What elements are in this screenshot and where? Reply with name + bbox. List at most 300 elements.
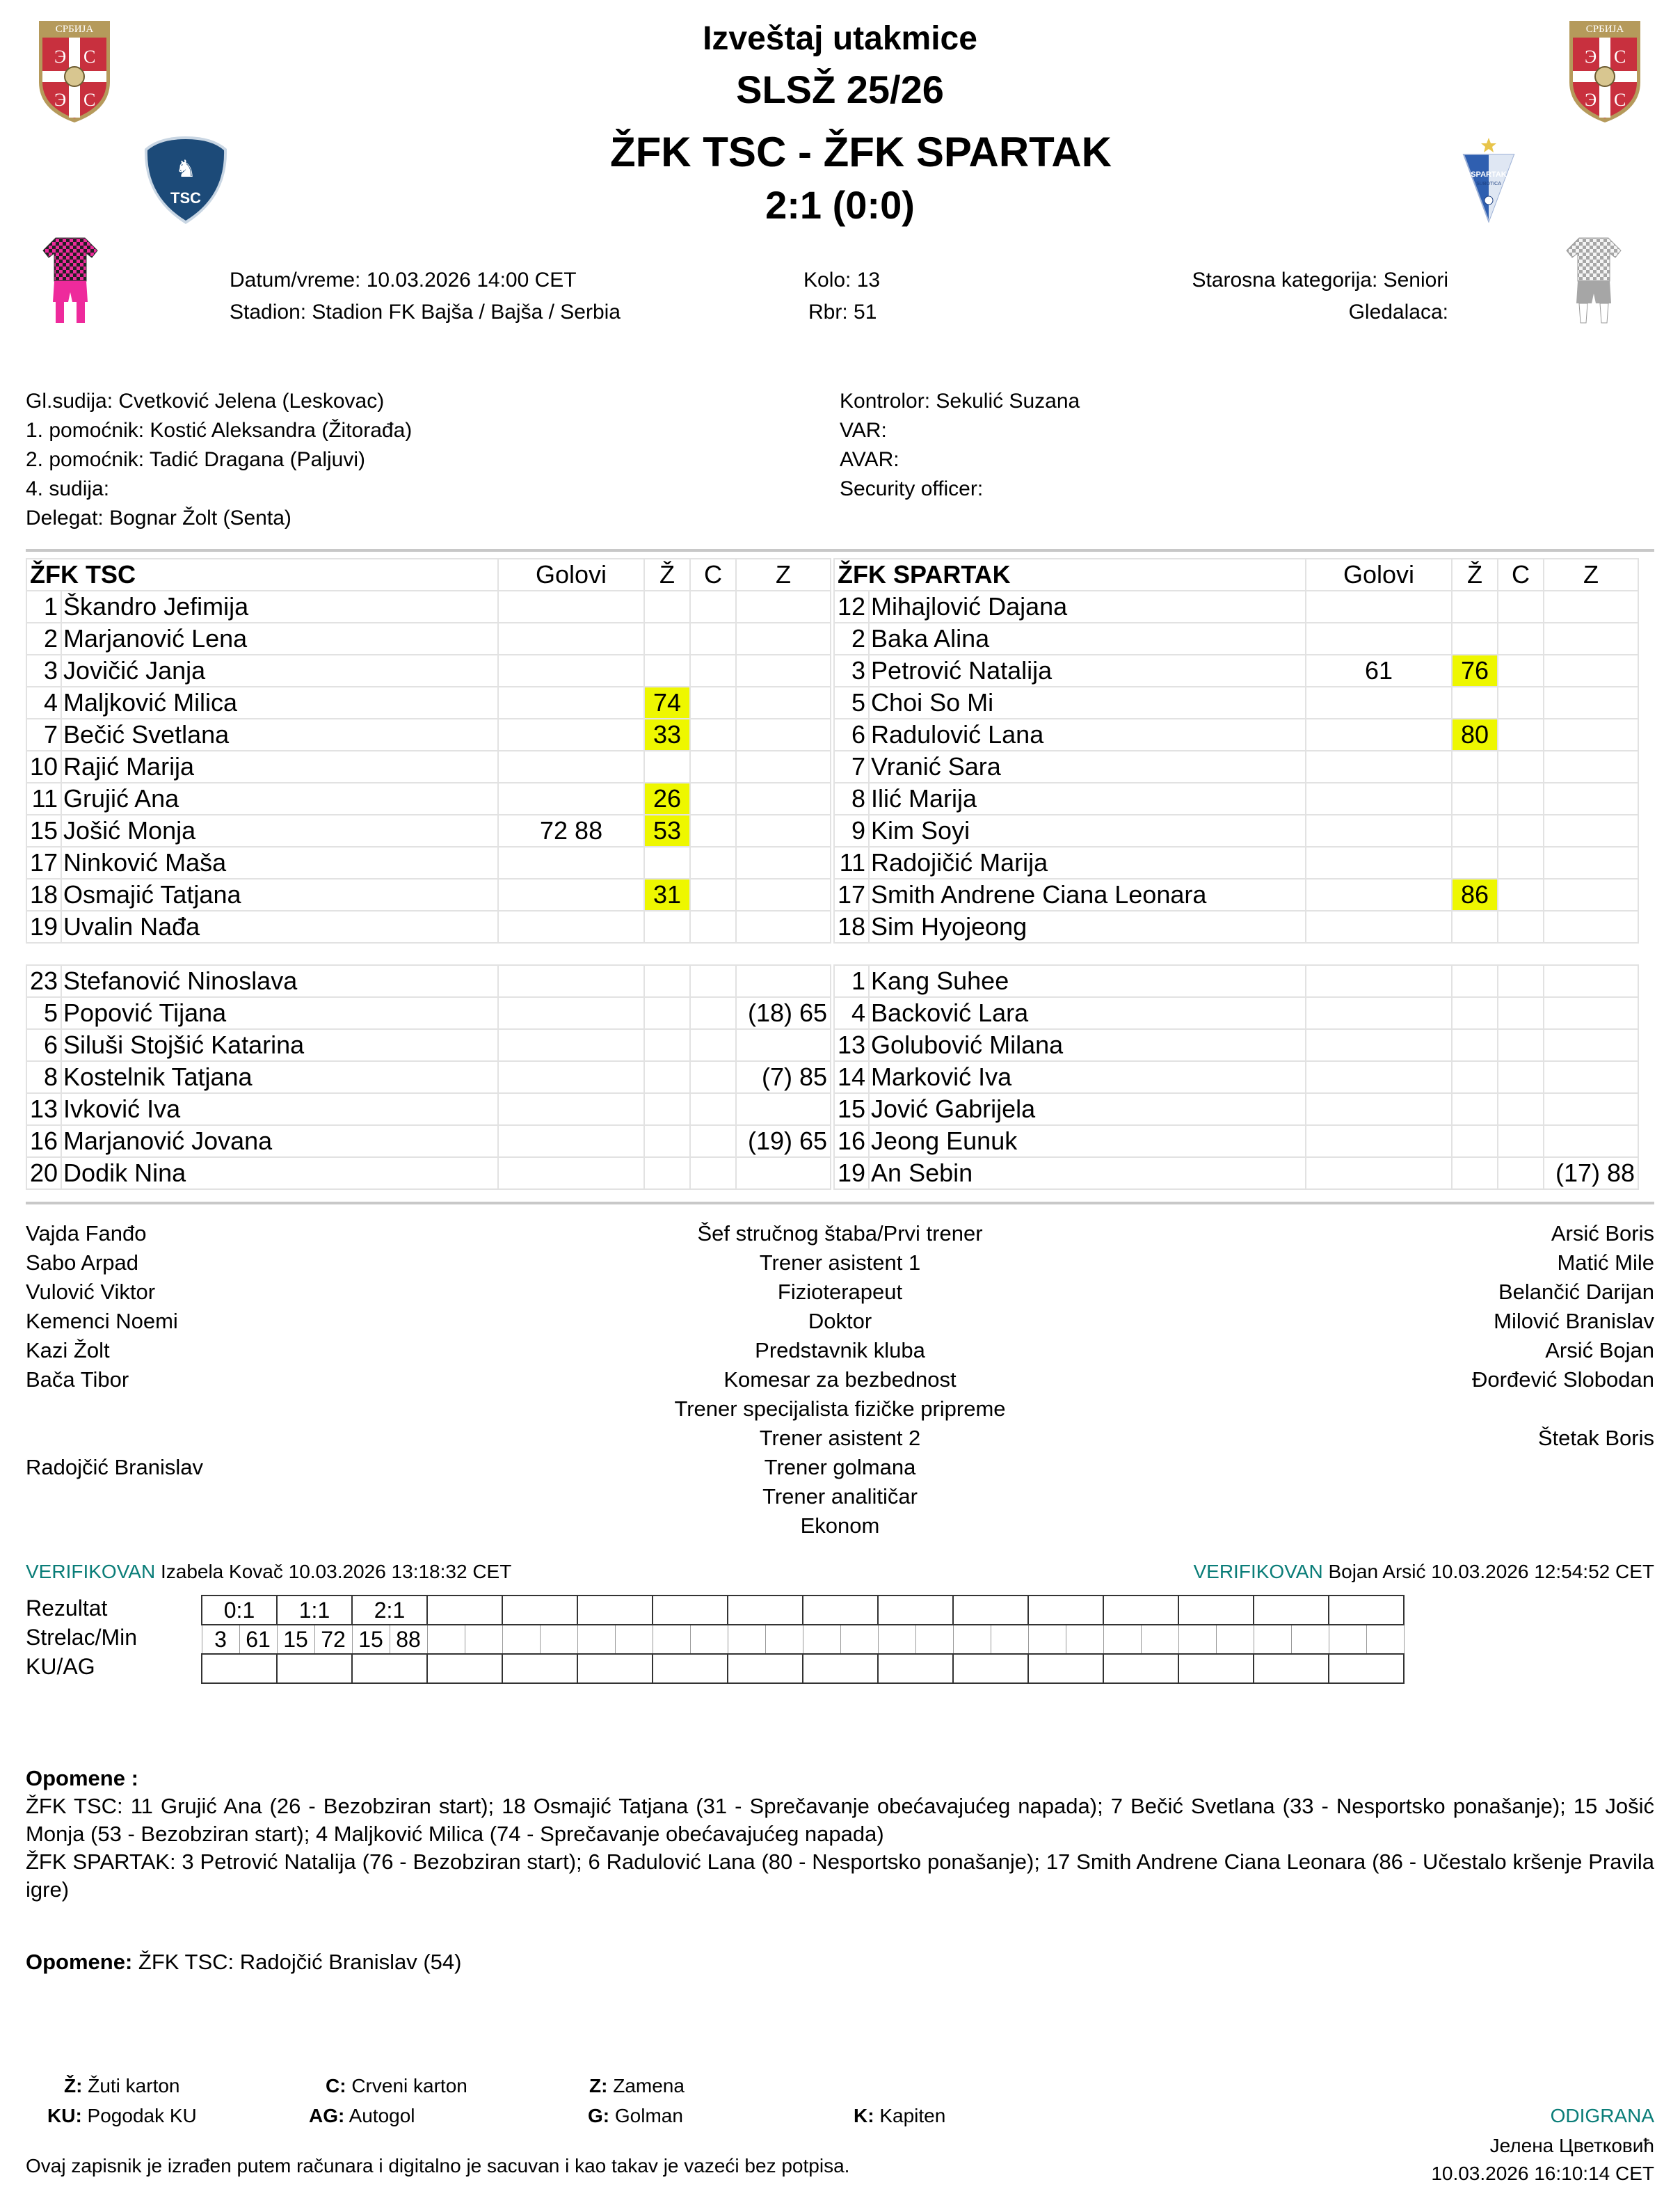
player-substitution [736, 879, 831, 911]
player-name: Dodik Nina [61, 1157, 498, 1189]
goal-result [878, 1596, 953, 1625]
goal-scorer-number [653, 1625, 690, 1654]
competition-title: SLSŽ 25/26 [736, 67, 944, 111]
player-number: 17 [26, 847, 61, 879]
player-yellow-card [644, 783, 690, 815]
player-yellow-card [644, 719, 690, 751]
player-substitution [736, 623, 831, 655]
player-number: 2 [26, 623, 61, 655]
signed-at: 10.03.2026 16:10:14 CET [1431, 2163, 1654, 2184]
player-substitution [1544, 1093, 1638, 1125]
player-yellow-card [1452, 1125, 1498, 1157]
player-name: Popović Tijana [61, 997, 498, 1029]
label-ku-ag: KU/AG [26, 1654, 95, 1679]
player-goals [1306, 783, 1452, 815]
away-staff-member [1237, 1511, 1654, 1541]
player-row [26, 815, 831, 847]
svg-text:СРБИЈА: СРБИЈА [55, 24, 94, 35]
goal-scorer-number [1028, 1625, 1066, 1654]
officials-right [840, 387, 1080, 504]
player-goals [1306, 847, 1452, 879]
yellow-card-minute: 53 [645, 815, 689, 846]
goal-ku-ag [1028, 1654, 1103, 1683]
player-row [834, 687, 1638, 719]
player-row [834, 655, 1638, 687]
player-substitution [1544, 1061, 1638, 1093]
match-score: 2:1 (0:0) [765, 183, 915, 227]
goal-ku-ag [653, 1654, 728, 1683]
staff-role: Komesar za bezbednost [723, 1367, 957, 1392]
goal-result: 1:1 [277, 1596, 352, 1625]
away-staff-member: Arsić Boris [1551, 1221, 1654, 1246]
goal-scorer-number: 15 [352, 1625, 390, 1654]
player-name: Stefanović Ninoslava [61, 965, 498, 997]
player-substitution [1544, 783, 1638, 815]
officials-left [26, 387, 412, 533]
cautions-away: ŽFK SPARTAK: 3 Petrović Natalija (76 - Bezobziran start); 6 Radulović Lana (80 - Nesportsko ponašanje); 17 Smith Andrene Ciana Leonara (86 - Učestalo kršenje Pravila igre) [26, 1849, 1654, 1902]
player-name: Marković Iva [869, 1061, 1306, 1093]
player-red-card [690, 687, 736, 719]
player-red-card [690, 1029, 736, 1061]
player-red-card [690, 751, 736, 783]
official-delegate: Delegat: Bognar Žolt (Senta) [26, 507, 291, 530]
player-substitution [1544, 687, 1638, 719]
player-substitution [736, 751, 831, 783]
player-substitution [736, 1029, 831, 1061]
legend-sub [589, 2075, 685, 2097]
staff-role: Trener asistent 1 [759, 1250, 921, 1275]
player-goals [1306, 687, 1452, 719]
goal-ku-ag [352, 1654, 427, 1683]
player-red-card [690, 911, 736, 943]
goal-result [577, 1596, 653, 1625]
player-row [26, 591, 831, 623]
player-substitution [1544, 911, 1638, 943]
match-datetime: Datum/vreme: 10.03.2026 14:00 CET [230, 269, 577, 292]
goal-scorer-number [1178, 1625, 1216, 1654]
home-subs-table [26, 964, 831, 1190]
player-goals [1306, 879, 1452, 911]
tsc-club-logo [143, 135, 228, 225]
player-yellow-card [644, 623, 690, 655]
player-yellow-card [644, 655, 690, 687]
player-number: 18 [26, 879, 61, 911]
player-goals [1306, 1029, 1452, 1061]
player-substitution: (7) 85 [736, 1061, 831, 1093]
divider [26, 1202, 1654, 1204]
player-row [26, 847, 831, 879]
svg-text:TSC: TSC [170, 189, 201, 207]
staff-role: Doktor [808, 1309, 872, 1333]
goal-minute [1291, 1625, 1329, 1654]
home-verification [26, 1561, 511, 1583]
player-substitution [1544, 751, 1638, 783]
goal-ku-ag [803, 1654, 878, 1683]
player-number: 11 [834, 847, 869, 879]
player-number: 1 [834, 965, 869, 997]
goal-ku-ag [1103, 1654, 1178, 1683]
player-name: Radulović Lana [869, 719, 1306, 751]
goal-result [803, 1596, 878, 1625]
svg-text:СРБИЈА: СРБИЈА [1585, 24, 1624, 35]
goal-ku-ag [502, 1654, 577, 1683]
goal-ku-ag [577, 1654, 653, 1683]
goal-minute [915, 1625, 953, 1654]
player-goals [498, 911, 644, 943]
player-row [26, 1093, 831, 1125]
player-substitution [736, 783, 831, 815]
away-starters-table [833, 558, 1639, 944]
match-status: ODIGRANA [1550, 2105, 1654, 2126]
player-number: 4 [834, 997, 869, 1029]
player-yellow-card [1452, 623, 1498, 655]
player-number: 12 [834, 591, 869, 623]
legend-label: Zamena [607, 2075, 685, 2096]
player-name: Golubović Milana [869, 1029, 1306, 1061]
away-team-name: ŽFK SPARTAK [834, 559, 1306, 591]
report-title: Izveštaj utakmice [703, 20, 977, 57]
goal-minute: 72 [314, 1625, 352, 1654]
player-red-card [1498, 1125, 1544, 1157]
player-yellow-card [644, 687, 690, 719]
player-red-card [1498, 783, 1544, 815]
home-staff-member: Vulović Viktor [26, 1280, 156, 1304]
disclaimer: Ovaj zapisnik je izrađen putem računara i digitalno je sacuvan i kao takav je vazeći bez potpisa. [26, 2155, 850, 2177]
player-row [26, 783, 831, 815]
player-yellow-card [1452, 719, 1498, 751]
fss-logo-right [1567, 19, 1643, 124]
col-yellow: Ž [1452, 559, 1498, 591]
legend-label: Pogodak KU [81, 2105, 197, 2126]
player-goals: 61 [1306, 655, 1452, 687]
goal-minute [765, 1625, 803, 1654]
player-red-card [1498, 815, 1544, 847]
player-number: 23 [26, 965, 61, 997]
player-goals [1306, 719, 1452, 751]
player-substitution [736, 1093, 831, 1125]
official-assistant-2: 2. pomoćnik: Tadić Dragana (Paljuvi) [26, 448, 366, 471]
official-referee: Gl.sudija: Cvetković Jelena (Leskovac) [26, 390, 385, 413]
goal-scorer-number: 3 [202, 1625, 239, 1654]
player-name: Jović Gabrijela [869, 1093, 1306, 1125]
goal-minute [465, 1625, 502, 1654]
player-goals [498, 687, 644, 719]
player-goals [1306, 1061, 1452, 1093]
player-substitution [1544, 1125, 1638, 1157]
svg-text:С: С [1614, 47, 1626, 67]
away-verified-status: VERIFIKOVAN [1193, 1561, 1323, 1582]
legend-key: Ž: [64, 2075, 83, 2096]
player-red-card [1498, 719, 1544, 751]
away-kit-icon [1565, 235, 1622, 324]
spartak-club-logo [1461, 136, 1517, 223]
yellow-card-minute: 31 [645, 880, 689, 910]
player-red-card [690, 965, 736, 997]
player-goals [1306, 751, 1452, 783]
player-row [834, 911, 1638, 943]
goal-ku-ag [1254, 1654, 1329, 1683]
player-row [26, 719, 831, 751]
col-sub: Z [736, 559, 831, 591]
staff-cautions-title: Opomene: [26, 1950, 133, 1974]
away-staff-member: Đorđević Slobodan [1472, 1367, 1654, 1392]
player-number: 8 [26, 1061, 61, 1093]
player-substitution [1544, 847, 1638, 879]
goal-scorer-number [1329, 1625, 1366, 1654]
player-row [26, 655, 831, 687]
player-row [834, 751, 1638, 783]
player-row [834, 847, 1638, 879]
home-staff-member: Kemenci Noemi [26, 1309, 178, 1333]
player-name: Siluši Stojšić Katarina [61, 1029, 498, 1061]
cautions-section [26, 1765, 1654, 1904]
player-yellow-card [1452, 751, 1498, 783]
player-yellow-card [644, 1157, 690, 1189]
player-yellow-card [644, 591, 690, 623]
player-yellow-card [1452, 1029, 1498, 1061]
goal-ku-ag [202, 1654, 277, 1683]
player-yellow-card [1452, 1093, 1498, 1125]
player-substitution [736, 911, 831, 943]
goals-result-row [202, 1596, 1404, 1625]
away-staff-member [1237, 1482, 1654, 1511]
player-red-card [1498, 687, 1544, 719]
player-red-card [1498, 879, 1544, 911]
player-number: 15 [26, 815, 61, 847]
player-yellow-card [1452, 591, 1498, 623]
player-row [834, 623, 1638, 655]
player-red-card [690, 591, 736, 623]
player-goals [498, 751, 644, 783]
player-row [834, 591, 1638, 623]
player-row [26, 1061, 831, 1093]
player-number: 18 [834, 911, 869, 943]
svg-text:С: С [1614, 90, 1626, 110]
home-kit-icon [42, 235, 99, 324]
player-substitution [736, 965, 831, 997]
yellow-card-minute: 33 [645, 719, 689, 750]
player-name: Marjanović Jovana [61, 1125, 498, 1157]
goal-minute [615, 1625, 653, 1654]
col-goals: Golovi [498, 559, 644, 591]
goal-result [1028, 1596, 1103, 1625]
player-substitution [1544, 997, 1638, 1029]
player-yellow-card [1452, 1061, 1498, 1093]
legend-key: AG: [309, 2105, 345, 2126]
goal-minute [1141, 1625, 1178, 1654]
goal-result [427, 1596, 502, 1625]
official-avar: AVAR: [840, 448, 899, 471]
player-yellow-card [644, 815, 690, 847]
svg-text:Э: Э [1585, 90, 1597, 110]
player-substitution [1544, 965, 1638, 997]
goal-result [1254, 1596, 1329, 1625]
player-name: Marjanović Lena [61, 623, 498, 655]
player-yellow-card [644, 879, 690, 911]
player-number: 3 [26, 655, 61, 687]
player-substitution [1544, 1029, 1638, 1061]
player-red-card [1498, 911, 1544, 943]
yellow-card-minute: 74 [645, 687, 689, 718]
away-staff-member: Belančić Darijan [1498, 1280, 1654, 1304]
goal-ku-ag [878, 1654, 953, 1683]
player-substitution [1544, 719, 1638, 751]
player-name: Osmajić Tatjana [61, 879, 498, 911]
player-name: An Sebin [869, 1157, 1306, 1189]
legend-key: K: [854, 2105, 874, 2126]
player-yellow-card [644, 965, 690, 997]
legend-yellow [64, 2075, 180, 2097]
goal-scorer-number [803, 1625, 840, 1654]
player-red-card [1498, 1061, 1544, 1093]
staff-cautions [26, 1948, 461, 1976]
player-number: 10 [26, 751, 61, 783]
player-yellow-card [1452, 965, 1498, 997]
home-team-name: ŽFK TSC [26, 559, 498, 591]
legend-key: Z: [589, 2075, 608, 2096]
player-row [834, 719, 1638, 751]
goals-scorer-row [202, 1625, 1404, 1654]
goal-minute [540, 1625, 577, 1654]
goal-scorer-number: 15 [277, 1625, 314, 1654]
player-row [26, 1029, 831, 1061]
player-yellow-card [644, 751, 690, 783]
player-substitution [1544, 655, 1638, 687]
player-goals [498, 783, 644, 815]
player-name: Smith Andrene Ciana Leonara [869, 879, 1306, 911]
player-goals [1306, 1157, 1452, 1189]
player-red-card [1498, 1157, 1544, 1189]
yellow-card-minute: 80 [1453, 719, 1497, 750]
legend-key: C: [326, 2075, 346, 2096]
player-name: Ilić Marija [869, 783, 1306, 815]
divider [26, 549, 1654, 552]
player-substitution [736, 655, 831, 687]
player-name: Vranić Sara [869, 751, 1306, 783]
player-number: 14 [834, 1061, 869, 1093]
goal-scorer-number [1254, 1625, 1291, 1654]
player-number: 13 [26, 1093, 61, 1125]
player-substitution [736, 719, 831, 751]
player-yellow-card [1452, 815, 1498, 847]
legend-label: Golman [609, 2105, 683, 2126]
player-name: Škandro Jefimija [61, 591, 498, 623]
player-number: 7 [26, 719, 61, 751]
goal-scorer-number [878, 1625, 915, 1654]
player-row [834, 879, 1638, 911]
legend-key: G: [588, 2105, 610, 2126]
staff-role: Fizioterapeut [777, 1280, 903, 1304]
goal-result [1329, 1596, 1404, 1625]
player-goals: 72 88 [498, 815, 644, 847]
player-red-card [690, 1061, 736, 1093]
player-substitution [736, 847, 831, 879]
match-title: ŽFK TSC - ŽFK SPARTAK [609, 129, 1112, 175]
player-yellow-card [644, 1029, 690, 1061]
player-red-card [690, 1157, 736, 1189]
staff-cautions-text: ŽFK TSC: Radojčić Branislav (54) [132, 1950, 462, 1974]
goal-scorer-number [502, 1625, 540, 1654]
player-row [26, 997, 831, 1029]
yellow-card-minute: 26 [645, 783, 689, 814]
staff-role: Ekonom [800, 1513, 880, 1538]
player-row [26, 687, 831, 719]
goal-minute [840, 1625, 878, 1654]
player-row [26, 1125, 831, 1157]
goal-ku-ag [728, 1654, 803, 1683]
legend-red [326, 2075, 467, 2097]
player-number: 3 [834, 655, 869, 687]
player-goals [1306, 591, 1452, 623]
player-name: Jeong Eunuk [869, 1125, 1306, 1157]
staff-role: Predstavnik kluba [755, 1338, 925, 1362]
col-red: C [1498, 559, 1544, 591]
goal-scorer-number [953, 1625, 991, 1654]
player-goals [498, 655, 644, 687]
player-number: 5 [834, 687, 869, 719]
player-goals [1306, 965, 1452, 997]
player-name: Kim Soyi [869, 815, 1306, 847]
goal-result [953, 1596, 1028, 1625]
player-row [834, 1061, 1638, 1093]
away-verified-text: Bojan Arsić 10.03.2026 12:54:52 CET [1328, 1561, 1654, 1582]
player-substitution [1544, 879, 1638, 911]
player-goals [498, 719, 644, 751]
player-substitution [736, 687, 831, 719]
player-substitution [1544, 815, 1638, 847]
player-goals [498, 623, 644, 655]
goal-ku-ag [1329, 1654, 1404, 1683]
home-verified-text: Izabela Kovač 10.03.2026 13:18:32 CET [160, 1561, 512, 1582]
home-staff-member: Bača Tibor [26, 1367, 129, 1392]
home-staff-member: Sabo Arpad [26, 1250, 139, 1275]
player-red-card [1498, 623, 1544, 655]
staff-role: Trener asistent 2 [759, 1426, 921, 1450]
player-name: Uvalin Nađa [61, 911, 498, 943]
staff-role: Trener specijalista fizičke pripreme [674, 1397, 1006, 1421]
player-number: 1 [26, 591, 61, 623]
player-goals [498, 879, 644, 911]
player-row [26, 751, 831, 783]
player-red-card [1498, 591, 1544, 623]
player-number: 11 [26, 783, 61, 815]
player-red-card [690, 719, 736, 751]
player-name: Kang Suhee [869, 965, 1306, 997]
goals-row-labels [26, 1593, 137, 1681]
col-yellow: Ž [644, 559, 690, 591]
away-subs-table [833, 964, 1639, 1190]
player-yellow-card [644, 1061, 690, 1093]
home-staff-member: Radojčić Branislav [26, 1455, 203, 1479]
away-staff-member: Milović Branislav [1494, 1309, 1654, 1333]
player-name: Ninković Maša [61, 847, 498, 879]
player-red-card [1498, 655, 1544, 687]
player-yellow-card [1452, 655, 1498, 687]
player-row [834, 965, 1638, 997]
player-row [834, 815, 1638, 847]
age-category: Starosna kategorija: Seniori [1192, 269, 1448, 292]
player-substitution [1544, 623, 1638, 655]
goal-result [502, 1596, 577, 1625]
player-red-card [1498, 1093, 1544, 1125]
official-var: VAR: [840, 419, 887, 442]
player-yellow-card [1452, 687, 1498, 719]
goals-grid [201, 1595, 1405, 1684]
goal-ku-ag [1178, 1654, 1254, 1683]
player-goals [498, 847, 644, 879]
player-yellow-card [1452, 911, 1498, 943]
away-staff-member: Matić Mile [1557, 1250, 1654, 1275]
